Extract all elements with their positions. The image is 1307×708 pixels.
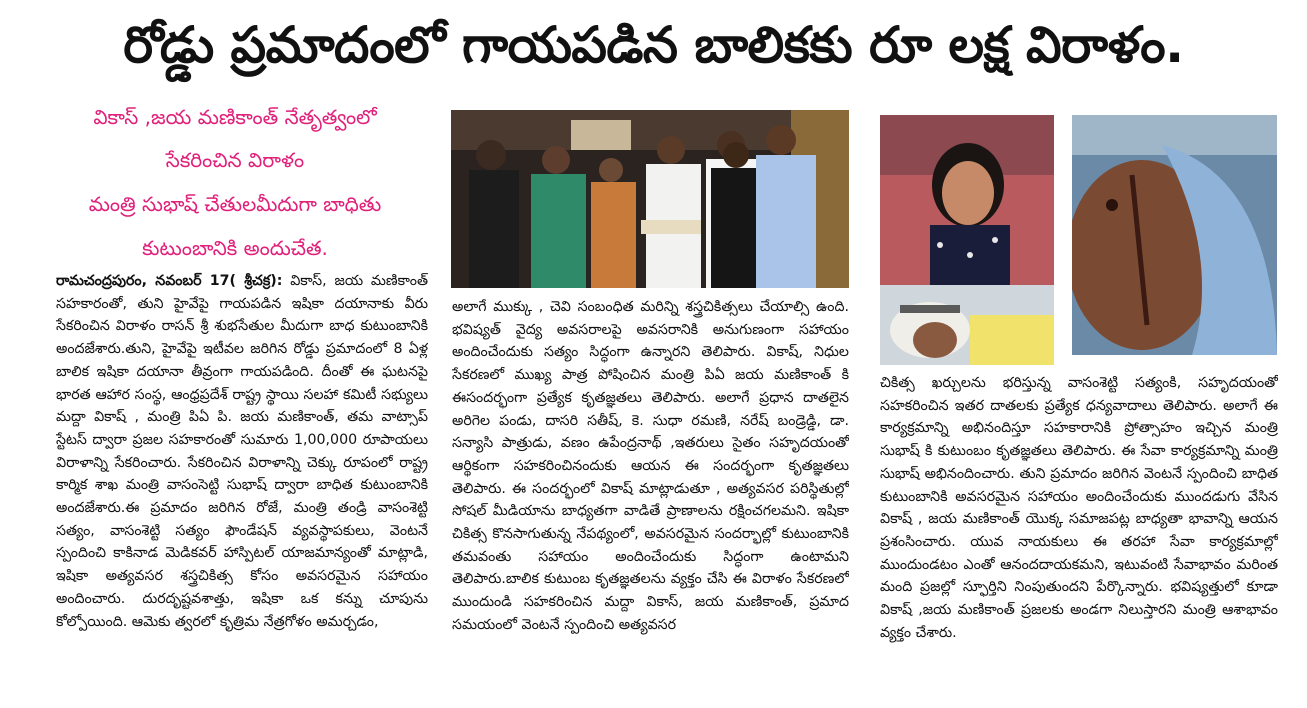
article-column-1 [56, 270, 428, 700]
girl-injury-closeup-photo [1072, 115, 1277, 355]
column-2-text: అలాగే ముక్కు , చెవి సంబంధిత మరిన్ని శస్త్రచికిత్సలు చేయాల్సి ఉంది. భవిష్యత్ వైద్య అవసరాలపై అవసరానికి అనుగుణంగా సహాయం అందించేందుకు సత్యం సిద్ధంగా ఉన్నారని తెలిపారు. వికాష్, నిధుల సేకరణలో ముఖ్య పాత్ర పోషించిన మంత్రి పిఏ జయ మణికాంత్ కి ఈసందర్భంగా ప్రత్యేక కృతజ్ఞతలు తెలిపారు. అలాగే ప్రధాన దాతలైన అరిగెల పండు, దాసరి సతీష్, కె. సుధా రమణి, నరేష్ బండ్రెడ్డి, డా. సన్యాసి పాత్రుడు, వణం ఉపేంద్రనాథ్ ,ఇతరులు సైతం సహృదయంతో ఆర్థికంగా సహకరించినందుకు ఆయన ఈ సందర్భంగా కృతజ్ఞతలు తెలిపారు. ఈ సందర్భంలో వికాష్ మాట్లాడుతూ , అత్యవసర పరిస్థితుల్లో సోషల్ మీడియాను బాధ్యతగా వాడితే ప్రాణాలను రక్షించగలమని. ఇషికా చికిత్స కొనసాగుతున్న నేపథ్యంలో, అవసరమైన సందర్భాల్లో కుటుంబానికి తమవంతు సహాయం అందించేందుకు సిద్ధంగా ఉంటామని తెలిపారు.బాలిక కుటుంబ కృతజ్ఞతలను వ్యక్తం చేసి ఈ విరాళం సేకరణలో ముందుండి సహకరించిన మద్దా వికాస్, జయ మణికాంత్, ప్రమాద సమయంలో వెంటనే స్పందించి అత్యవసర [452, 299, 849, 633]
column-1-text: వికాస్, జయ మణికాంత్ సహకారంతో, తుని హైవేపై గాయపడిన ఇషికా దయానాకు వీరు సేకరించిన విరాళం రాసన్ శ్రీ శుభసేతుల మీదుగా బాధ కుటుంబానికి అందజేశారు.తుని, హైవేపై ఇటీవల జరిగిన రోడ్డు ప్రమాదంలో 8 ఏళ్ల బాలిక ఇషికా దయానా తీవ్రంగా గాయపడింది. దీంతో ఈ ఘటనపై భారత ఆహార సంస్థ, ఆంధ్రప్రదేశ్ రాష్ట్ర స్థాయి సలహా కమిటీ సభ్యులు మద్దా వికాష్ , మంత్రి పిఏ పి. జయ మణికాంత్, తమ వాట్సాప్ స్టేటస్ ద్వారా ప్రజల సహకారంతో సుమారు 1,00,000 రూపాయలు విరాళాన్ని సేకరించారు. సేకరించిన విరాళాన్ని చెక్కు రూపంలో రాష్ట్ర కార్మిక శాఖ మంత్రి వాసంసెట్టి సుభాష్ ద్వారా బాధిత కుటుంబానికి అందజేశారు.ఈ ప్రమాదం జరిగిన రోజే, మంత్రి తండ్రి వాసంశెట్టి సత్యం, వాసంశెట్టి సత్యం ఫౌండేషన్ వ్యవస్థాపకులు, వెంటనే స్పందించి కాకినాడ మెడికవర్ హాస్పిటల్ యాజమాన్యంతో మాట్లాడి, ఇషికా అత్యవసర శస్త్రచికిత్స కోసం అవసరమైన సహాయం అందించారు. దురదృష్టవశాత్తు, ఇషికా ఒక కన్ను చూపును కోల్పోయింది. ఆమెకు త్వరలో కృత్రిమ నేత్రగోళం అమర్చడం, [56, 273, 428, 630]
subhead-line-1: వికాస్ ,జయ మణికాంత్ నేతృత్వంలో [93, 105, 377, 129]
subhead-line-3: మంత్రి సుభాష్ చేతులమీదుగా బాధితు [88, 192, 382, 216]
subhead-line-2: సేకరించిన విరాళం [165, 148, 305, 172]
column-3-text: చికిత్స ఖర్చులను భరిస్తున్న వాసంశెట్టి సత్యంకి, సహృదయంతో సహకరించిన ఇతర దాతలకు ప్రత్యేక ధన్యవాదాలు తెలిపారు. అలాగే ఈ కార్యక్రమాన్ని అభినందిస్తూ సహకారానికి ప్రోత్సాహం ఇచ్చిన మంత్రి సుభాష్ కి కుటుంబం కృతజ్ఞతలు తెలిపారు. ఈ సేవా కార్యక్రమాన్ని మంత్రి సుభాష్ అభినందించారు. తుని ప్రమాదం జరిగిన వెంటనే స్పందించి బాధిత కుటుంబానికి అవసరమైన సహాయం అందించేందుకు ముందడుగు వేసిన వికాష్ , జయ మణికాంత్ యొక్క సమాజపట్ల బాధ్యతా భావాన్ని ఆయన ప్రశంసించారు. యువ నాయకులు ఈ తరహా సేవా కార్యక్రమాల్లో ముందుండటం ఎంతో ఆనందదాయకమని, ఇటువంటి సేవాభావం మరింత మంది ప్రజల్లో స్ఫూర్తిని నింపుతుందని పేర్కొన్నారు. భవిష్యత్తులో కూడా వికాష్ ,జయ మణికాంత్ ప్రజలకు అండగా నిలుస్తారని మంత్రి ఆశాభావం వ్యక్తం చేశారు. [880, 375, 1278, 641]
article-column-3 [880, 372, 1278, 700]
subhead-line-4: కుటుంబానికి అందుచేత. [142, 236, 328, 260]
headline: రోడ్డు ప్రమాదంలో గాయపడిన బాలికకు రూ లక్ష విరాళం. [123, 16, 1184, 74]
group-photo-cheque-handover [451, 110, 849, 288]
girl-hospital-bed-photo [880, 285, 1054, 365]
dateline: రామచంద్రపురం, నవంబర్ 17( శ్రీచక్ర): [56, 273, 283, 289]
girl-portrait-photo [880, 115, 1054, 285]
article-column-2 [452, 296, 849, 700]
